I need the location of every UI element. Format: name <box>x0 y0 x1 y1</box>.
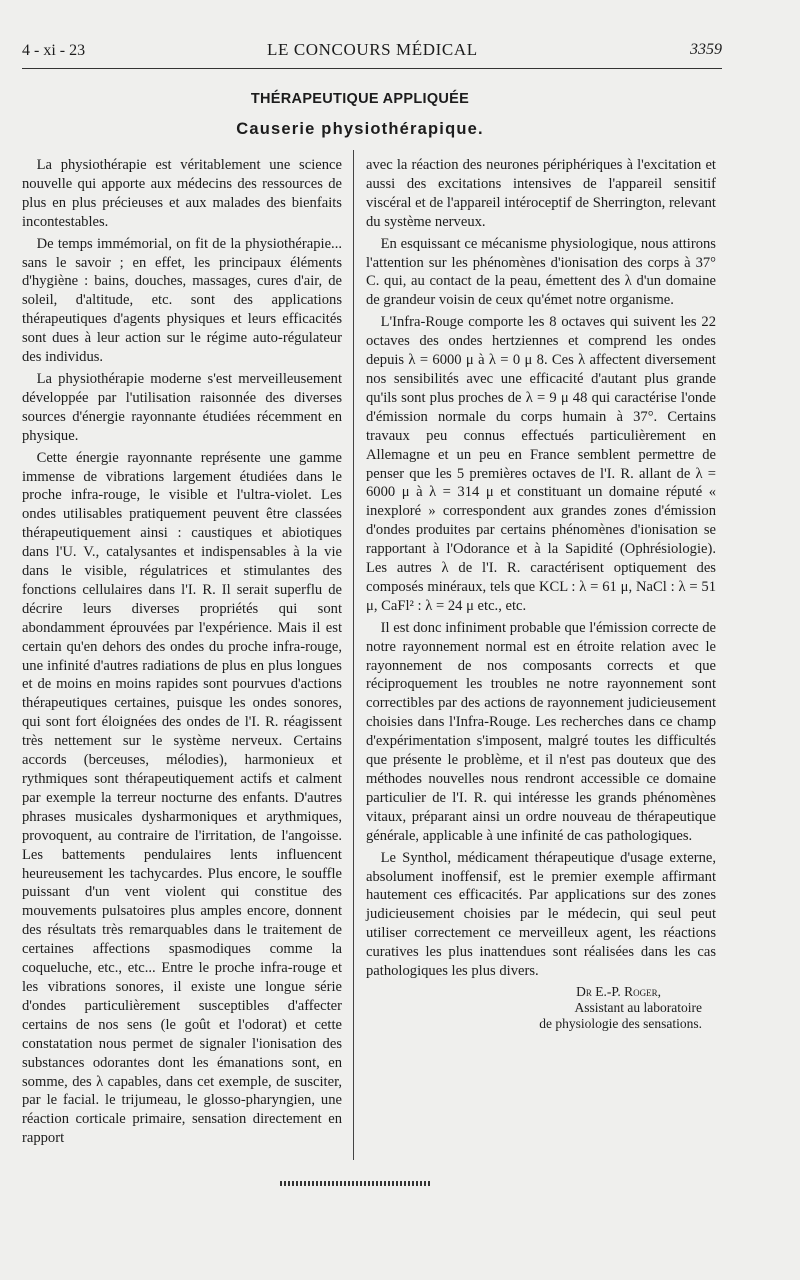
article-title: Causerie physiothérapique. <box>236 120 484 138</box>
author-name: Dr E.-P. Roger, <box>576 983 661 999</box>
author-affiliation-1: Assistant au laboratoire <box>574 999 702 1015</box>
end-ornament <box>280 1181 430 1186</box>
paragraph: Il est donc infiniment probable que l'émission correcte de notre rayonnement normal est en étroite relation avec le rayonnement de nos composants corrects et que réciproquement les troubles ne notre rayonnement sont correctibles par des actions de rayonnement judicieusement choisies dans l'Infra-Rouge. Les recherches dans ce champ d'expérimentation s'imposent, malgré toutes les difficultés que présente le problème, et il n'est pas douteux que des méthodes nouvelles nous rendront accessible ce domaine particulier de l'I. R. qui intéresse les grands phénomènes vitaux, préparant ainsi un ordre nouveau de thérapeutique générale, applicable à une infinité de cas pathologiques. <box>366 619 716 844</box>
section-title: THÉRAPEUTIQUE APPLIQUÉE <box>250 91 470 107</box>
paragraph: La physiothérapie est véritablement une science nouvelle qui apporte aux médecins des ressources de plus en plus précieuses et aux malades des bienfaits incontestables. <box>22 157 342 230</box>
right-column <box>366 156 716 1032</box>
author-affiliation-2: de physiologie des sensations. <box>539 1015 702 1031</box>
paragraph: Cette énergie rayonnante représente une gamme immense de vibrations largement étudiées dans le proche infra-rouge, le visible et l'ultra-violet. Les ondes utilisables pratiquement peuvent être classées thérapeutiquement ainsi : caustiques et abiotiques dans l'U. V., catalysantes et indispensables à la vie dans le visible, régulatrices et stimulantes des fonctions cellulaires dans l'I. R. Il serait superflu de décrire leurs diverses propriétés qui sont abondamment éprouvées par l'expérience. Mais il est certain qu'en dehors des ondes du proche infra-rouge, une infinité d'autres radiations de plus en plus longues et de moins en moins rapides sont pourvues d'actions thérapeutiques certaines, puisque les ondes sonores, qui sont fort éloignées des ondes de l'I. R. réagissent très nettement sur le système nerveux. Certains accords (berceuses, mélodies), harmonieux et rythmiques sont thérapeutiquement actifs et calment par exemple la terreur nocturne des enfants. D'autres phrases musicales dysharmoniques et arythmiques, provoquent, au contraire de l'irritation, de l'angoisse. Les battements pendulaires lents influencent heureusement les tachycardes. Plus encore, le souffle puissant d'un vent violent qui constitue des mouvements pulsatoires plus amples encore, donnent des résultats très remarquables dans le traitement de certaines affections spasmodiques comme la coqueluche, etc., etc... Entre le proche infra-rouge et les vibrations sonores, il existe une longue série d'ondes particulièrement susceptibles d'affecter certains de nos sens (le goût et l'odorat) et cette constatation nous permet de signaler l'ionisation des substances odorantes dont les émanations sont, en somme, des λ capables, dans cet exemple, de susciter, par le facial. le trijumeau, le glosso-pharyngien, une réaction corticale primaire, sensation directement en rapport <box>22 449 342 1147</box>
page-header <box>22 40 722 69</box>
page-number: 3359 <box>690 41 722 58</box>
paragraph: Le Synthol, médicament thérapeutique d'usage externe, absolument inoffensif, est le premier exemple affirmant hautement ces efficacités. Par applications sur des zones judicieusement choisies par le médecin, qui seul peut utiliser correctement ce merveilleux agent, les réactions curatives les plus inattendues sont réalisées dans les cas pathologiques les plus divers. <box>366 849 716 980</box>
column-divider <box>353 150 354 1160</box>
paragraph: La physiothérapie moderne s'est merveilleusement développée par l'utilisation raisonnée des diverses sources d'énergie rayonnante étudiées récemment en physique. <box>22 370 342 444</box>
issue-date: 4 - xi - 23 <box>22 42 86 59</box>
paragraph-continuation: avec la réaction des neurones périphériques à l'excitation et aussi des excitations intensives de l'appareil sensitif viscéral et de l'appareil intéroceptif de Sherrington, relevant du système nerveux. <box>366 157 716 230</box>
journal-title: LE CONCOURS MÉDICAL <box>267 40 478 59</box>
paragraph: L'Infra-Rouge comporte les 8 octaves qui suivent les 22 octaves des ondes hertziennes et comprend les ondes depuis λ = 6000 μ à λ = 0 μ 8. Ces λ affectent diversement nos sensibilités avec une efficacité d'autant plus grande qu'ils sont plus proches de λ = 9 μ 48 qui caractérise l'onde d'émission normale du corps humain à 37°. Certains travaux peu connus effectués particulièrement en Allemagne et un peu en France semblent permettre de penser que les 5 premières octaves de l'I. R. allant de λ = 6000 μ à λ = 314 μ et constituant un domaine réputé « inexploré » correspondent aux grandes zones d'émission d'ondes produites par certains phénomènes d'ionisation se rapportant à l'Odorance et à la Sapidité (Ophrésiologie). Les autres λ de l'I. R. caractérisent optiquement des composés minéraux, tels que KCL : λ = 61 μ, NaCl : λ = 51 μ, CaFl² : λ = 24 μ etc., etc. <box>366 314 716 614</box>
left-column <box>22 156 342 1151</box>
paragraph: En esquissant ce mécanisme physiologique, nous attirons l'attention sur les phénomènes d'ionisation des corps à 37° C. qui, au contact de la peau, émettent des λ d'un domaine de grandeur voisin de ceux qu'émet notre organisme. <box>366 235 716 309</box>
author-signature <box>366 984 716 1032</box>
paragraph: De temps immémorial, on fit de la physiothérapie... sans le savoir ; en effet, les principaux éléments d'hygiène : bains, douches, massages, cures d'air, de soleil, d'altitude, etc. sont des applications thérapeutiques d'agents physiques et leurs efficacités sont dues à leur action sur le régime auto-régulateur des individus. <box>22 235 342 366</box>
